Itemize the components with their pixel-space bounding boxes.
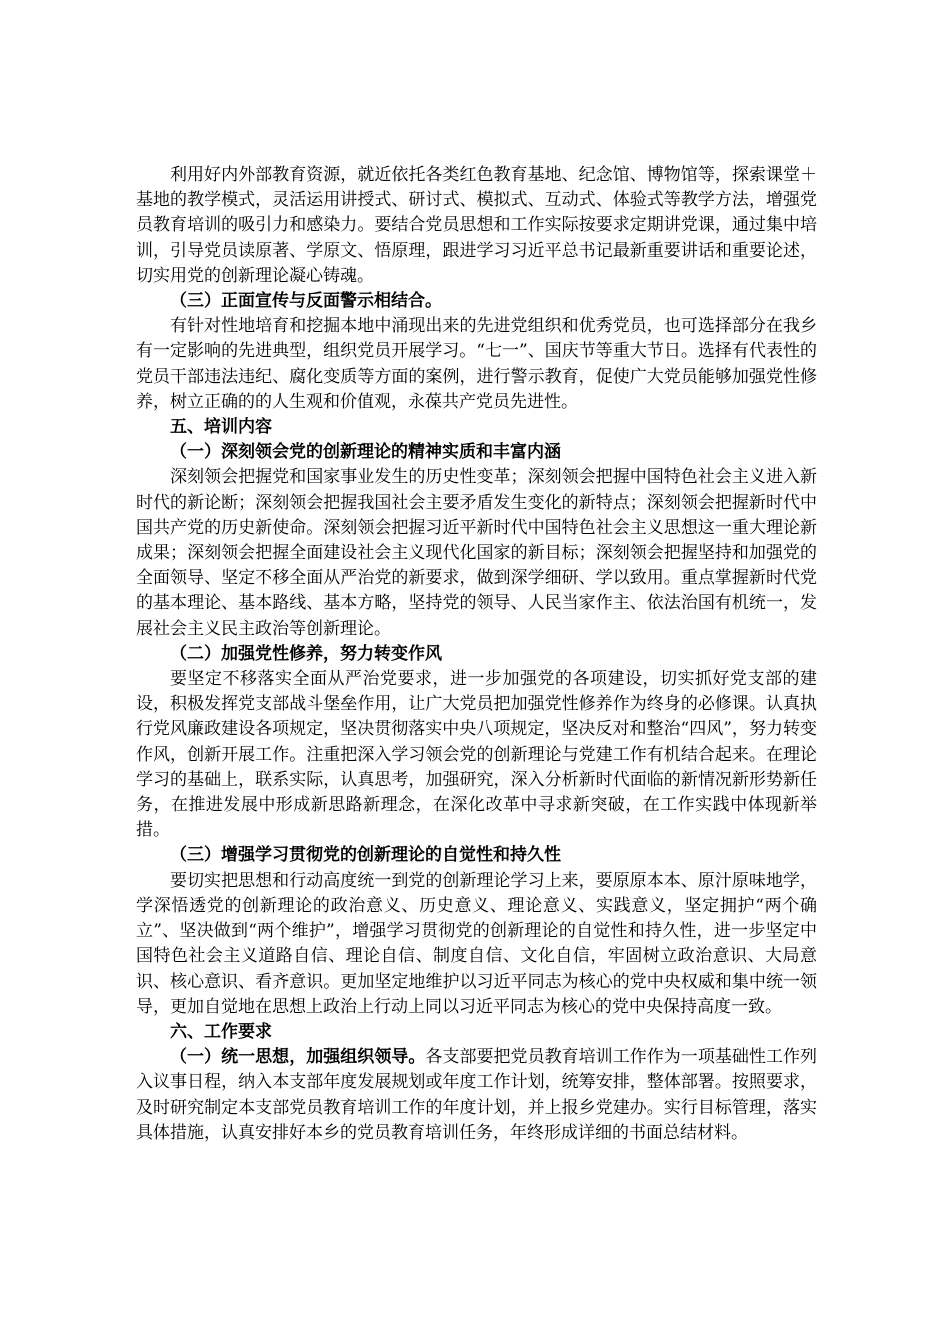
document-page [136, 163, 817, 1146]
paragraph-innovation-theory: 深刻领会把握党和国家事业发生的历史性变革；深刻领会把握中国特色社会主义进入新时代的新论断；深刻领会把握我国社会主要矛盾发生变化的新特点；深刻领会把握新时代中国共产党的历史新使命。深刻领会把握习近平新时代中国特色社会主义思想这一重大理论新成果；深刻领会把握全面建设社会主义现代化国家的新目标；深刻领会把握坚持和加强党的全面领导、坚定不移全面从严治党的新要求，做到深学细研、学以致用。重点掌握新时代党的基本理论、基本路线、基本方略，坚持党的领导、人民当家作主、依法治国有机统一，发展社会主义民主政治等创新理论。 [136, 467, 817, 639]
section-heading-training-content: 五、培训内容 [170, 417, 272, 438]
section-heading-work-requirements: 六、工作要求 [170, 1021, 272, 1042]
paragraph-consciousness: 要切实把思想和行动高度统一到党的创新理论学习上来，要原原本本、原汁原味地学，学深悟透党的创新理论的政治意义、历史意义、理论意义、实践意义，坚定拥护“两个确立”、坚决做到“两个维护”，增强学习贯彻党的创新理论的自觉性和持久性，进一步坚定中国特色社会主义道路自信、理论自信、制度自信、文化自信，牢固树立政治意识、大局意识、核心意识、看齐意识。更加坚定地维护以习近平同志为核心的党中央权威和集中统一领导，更加自觉地在思想上政治上行动上同以习近平同志为核心的党中央保持高度一致。 [136, 870, 817, 1017]
subheading-party-spirit: （二）加强党性修养，努力转变作风 [170, 643, 442, 664]
paragraph-party-spirit: 要坚定不移落实全面从严治党要求，进一步加强党的各项建设，切实抓好党支部的建设，积极发挥党支部战斗堡垒作用，让广大党员把加强党性修养作为终身的必修课。认真执行党风廉政建设各项规定，坚决贯彻落实中央八项规定，坚决反对和整治“四风”，努力转变作风，创新开展工作。注重把深入学习领会党的创新理论与党建工作有机结合起来。在理论学习的基础上，联系实际，认真思考，加强研究，深入分析新时代面临的新情况新形势新任务，在推进发展中形成新思路新理念，在深化改革中寻求新突破，在工作实践中体现新举措。 [136, 669, 817, 841]
inline-heading-unify-thought: （一）统一思想，加强组织领导。 [170, 1047, 426, 1068]
subheading-innovation-theory: （一）深刻领会党的创新理论的精神实质和丰富内涵 [170, 442, 561, 463]
subheading-consciousness: （三）增强学习贯彻党的创新理论的自觉性和持久性 [170, 845, 561, 866]
paragraph-typical-examples: 有针对性地培育和挖掘本地中涌现出来的先进党组织和优秀党员，也可选择部分在我乡有一定影响的先进典型，组织党员开展学习。“七一”、国庆节等重大节日。选择有代表性的党员干部违法违纪、腐化变质等方面的案例，进行警示教育，促使广大党员能够加强党性修养，树立正确的的人生观和价值观，永葆共产党员先进性。 [136, 316, 817, 412]
heading-positive-negative: （三）正面宣传与反面警示相结合。 [170, 291, 442, 312]
paragraph-teaching-methods: 利用好内外部教育资源，就近依托各类红色教育基地、纪念馆、博物馆等，探索课堂＋基地的教学模式，灵活运用讲授式、研讨式、模拟式、互动式、体验式等教学方法，增强党员教育培训的吸引力和感染力。要结合党员思想和工作实际按要求定期讲党课，通过集中培训，引导党员读原著、学原文、悟原理，跟进学习习近平总书记最新重要讲话和重要论述，切实用党的创新理论凝心铸魂。 [136, 165, 817, 286]
paragraph-unify-thought [136, 1045, 817, 1146]
paragraph-unify-thought-body: 各支部要把党员教育培训工作作为一项基础性工作列入议事日程，纳入本支部年度发展规划或年度工作计划，统筹安排，整体部署。按照要求，及时研究制定本支部党员教育培训工作的年度计划，并上报乡党建办。实行目标管理，落实具体措施，认真安排好本乡的党员教育培训任务，年终形成详细的书面总结材料。 [136, 1047, 817, 1143]
